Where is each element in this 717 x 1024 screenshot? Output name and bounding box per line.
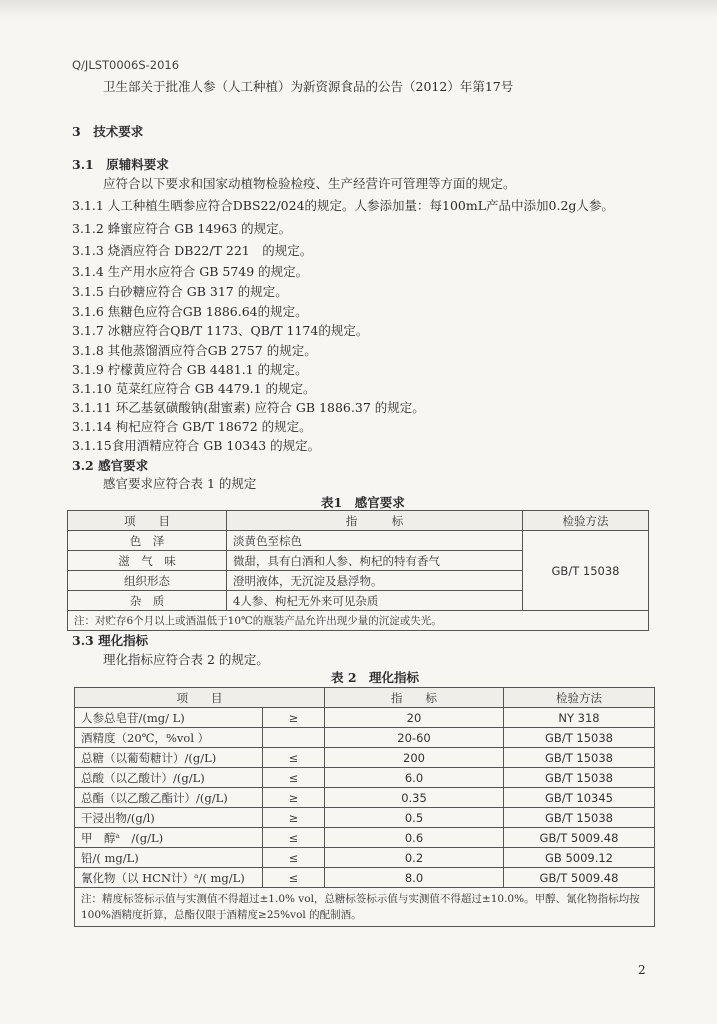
table-row [75, 828, 655, 848]
table-row [68, 531, 649, 551]
operator-cell: ≤ [263, 848, 325, 868]
value-cell: 0.6 [325, 828, 504, 848]
spec-cell: 4人参、枸杞无外来可见杂质 [227, 591, 523, 611]
section-3-2-title: 3.2 感官要求 [72, 458, 149, 473]
header-cell: 指 标 [325, 688, 504, 708]
method-cell: GB/T 5009.48 [504, 828, 655, 848]
method-cell: GB/T 15038 [504, 728, 655, 748]
method-cell: GB/T 5009.48 [504, 868, 655, 888]
operator-cell: ≤ [263, 768, 325, 788]
operator-cell [263, 728, 325, 748]
item-cell: 铅/( mg/L) [75, 848, 263, 868]
operator-cell: ≤ [263, 748, 325, 768]
item-cell: 杂 质 [68, 591, 227, 611]
table-row [75, 808, 655, 828]
table-1-sensory [67, 510, 649, 631]
value-cell: 0.2 [325, 848, 504, 868]
table-note-row [75, 888, 655, 927]
method-cell: GB/T 15038 [504, 808, 655, 828]
item-cell: 组织形态 [68, 571, 227, 591]
value-cell: 0.5 [325, 808, 504, 828]
table-row [75, 708, 655, 728]
header-cell: 项 目 [68, 511, 227, 531]
table-row [75, 848, 655, 868]
value-cell: 200 [325, 748, 504, 768]
item-cell: 总酸（以乙酸计）/(g/L) [75, 768, 263, 788]
table-note: 注：精度标签标示值与实测值不得超过±1.0% vol，总糖标签标示值与实测值不得超过±10.0%。甲醇、氰化物指标均按 100%酒精度折算，总酯仅限于酒精度≥25%vol 的配制酒。 [75, 888, 655, 927]
table-row [75, 788, 655, 808]
spec-cell: 澄明液体，无沉淀及悬浮物。 [227, 571, 523, 591]
clause-item: 3.1.4 生产用水应符合 GB 5749 的规定。 [72, 264, 309, 279]
header-cell: 项 目 [75, 688, 325, 708]
clause-item: 3.1.15食用酒精应符合 GB 10343 的规定。 [72, 438, 321, 453]
table-header-row [75, 688, 655, 708]
method-cell: NY 318 [504, 708, 655, 728]
table-1-title: 表1 感官要求 [321, 495, 405, 510]
section-3-3-title: 3.3 理化指标 [72, 633, 149, 648]
table-row [75, 868, 655, 888]
section-3-2-intro: 感官要求应符合表 1 的规定 [103, 476, 257, 491]
section-3-1-intro: 应符合以下要求和国家动植物检验检疫、生产经营许可管理等方面的规定。 [103, 176, 516, 191]
clause-item: 3.1.11 环乙基氨磺酸钠(甜蜜素) 应符合 GB 1886.37 的规定。 [72, 400, 425, 415]
table-note: 注：对贮存6个月以上或酒温低于10℃的瓶装产品允许出现少量的沉淀或失光。 [68, 611, 649, 631]
method-cell: GB/T 15038 [504, 768, 655, 788]
clause-item: 3.1.3 烧酒应符合 DB22/T 221 的规定。 [72, 243, 313, 258]
item-cell: 色 泽 [68, 531, 227, 551]
clause-item: 3.1.8 其他蒸馏酒应符合GB 2757 的规定。 [72, 343, 317, 358]
operator-cell: ≥ [263, 808, 325, 828]
item-cell: 干浸出物/(g/l) [75, 808, 263, 828]
operator-cell: ≤ [263, 868, 325, 888]
clause-item: 3.1.14 枸杞应符合 GB/T 18672 的规定。 [72, 419, 312, 434]
clause-item: 3.1.10 苋菜红应符合 GB 4479.1 的规定。 [72, 381, 316, 396]
section-3-3-intro: 理化指标应符合表 2 的规定。 [103, 652, 269, 667]
clause-item: 3.1.6 焦糖色应符合GB 1886.64的规定。 [72, 304, 308, 319]
item-cell: 人参总皂苷/(mg/ L) [75, 708, 263, 728]
table-2-title: 表 2 理化指标 [331, 670, 420, 685]
value-cell: 20-60 [325, 728, 504, 748]
section-3-1-title: 3.1 原辅料要求 [72, 157, 169, 172]
clause-item: 3.1.2 蜂蜜应符合 GB 14963 的规定。 [72, 221, 292, 236]
reference-line: 卫生部关于批准人参（人工种植）为新资源食品的公告（2012）年第17号 [103, 79, 514, 94]
table-row [75, 768, 655, 788]
spec-cell: 微甜，具有白酒和人参、枸杞的特有香气 [227, 551, 523, 571]
item-cell: 滋 气 味 [68, 551, 227, 571]
header-cell: 指 标 [227, 511, 523, 531]
spec-cell: 淡黄色至棕色 [227, 531, 523, 551]
operator-cell: ≥ [263, 708, 325, 728]
header-cell: 检验方法 [504, 688, 655, 708]
section-3-title: 3 技术要求 [72, 124, 144, 139]
item-cell: 酒精度（20℃，%vol ） [75, 728, 263, 748]
doc-code: Q/JLST0006S-2016 [72, 58, 180, 72]
table-header-row [68, 511, 649, 531]
value-cell: 8.0 [325, 868, 504, 888]
value-cell: 20 [325, 708, 504, 728]
clause-item: 3.1.5 白砂糖应符合 GB 317 的规定。 [72, 284, 288, 299]
table-note-row [68, 611, 649, 631]
item-cell: 甲 醇ᵃ /(g/L) [75, 828, 263, 848]
method-cell: GB 5009.12 [504, 848, 655, 868]
table-row [75, 728, 655, 748]
scan-edge [0, 0, 717, 18]
operator-cell: ≤ [263, 828, 325, 848]
value-cell: 6.0 [325, 768, 504, 788]
method-cell: GB/T 15038 [504, 748, 655, 768]
clause-item: 3.1.7 冰糖应符合QB/T 1173、QB/T 1174的规定。 [72, 323, 369, 338]
page-number: 2 [638, 963, 646, 977]
value-cell: 0.35 [325, 788, 504, 808]
item-cell: 氰化物（以 HCN计）ᵃ/( mg/L) [75, 868, 263, 888]
header-cell: 检验方法 [523, 511, 649, 531]
method-cell: GB/T 15038 [523, 531, 649, 611]
table-2-physicochemical [74, 687, 655, 927]
clause-item: 3.1.9 柠檬黄应符合 GB 4481.1 的规定。 [72, 362, 308, 377]
table-row [75, 748, 655, 768]
operator-cell: ≥ [263, 788, 325, 808]
item-cell: 总酯（以乙酸乙酯计）/(g/L) [75, 788, 263, 808]
clause-item: 3.1.1 人工种植生晒参应符合DBS22/024的规定。人参添加量：每100mL产品中添加0.2g人参。 [72, 198, 614, 213]
item-cell: 总糖（以葡萄糖计）/(g/L) [75, 748, 263, 768]
method-cell: GB/T 10345 [504, 788, 655, 808]
